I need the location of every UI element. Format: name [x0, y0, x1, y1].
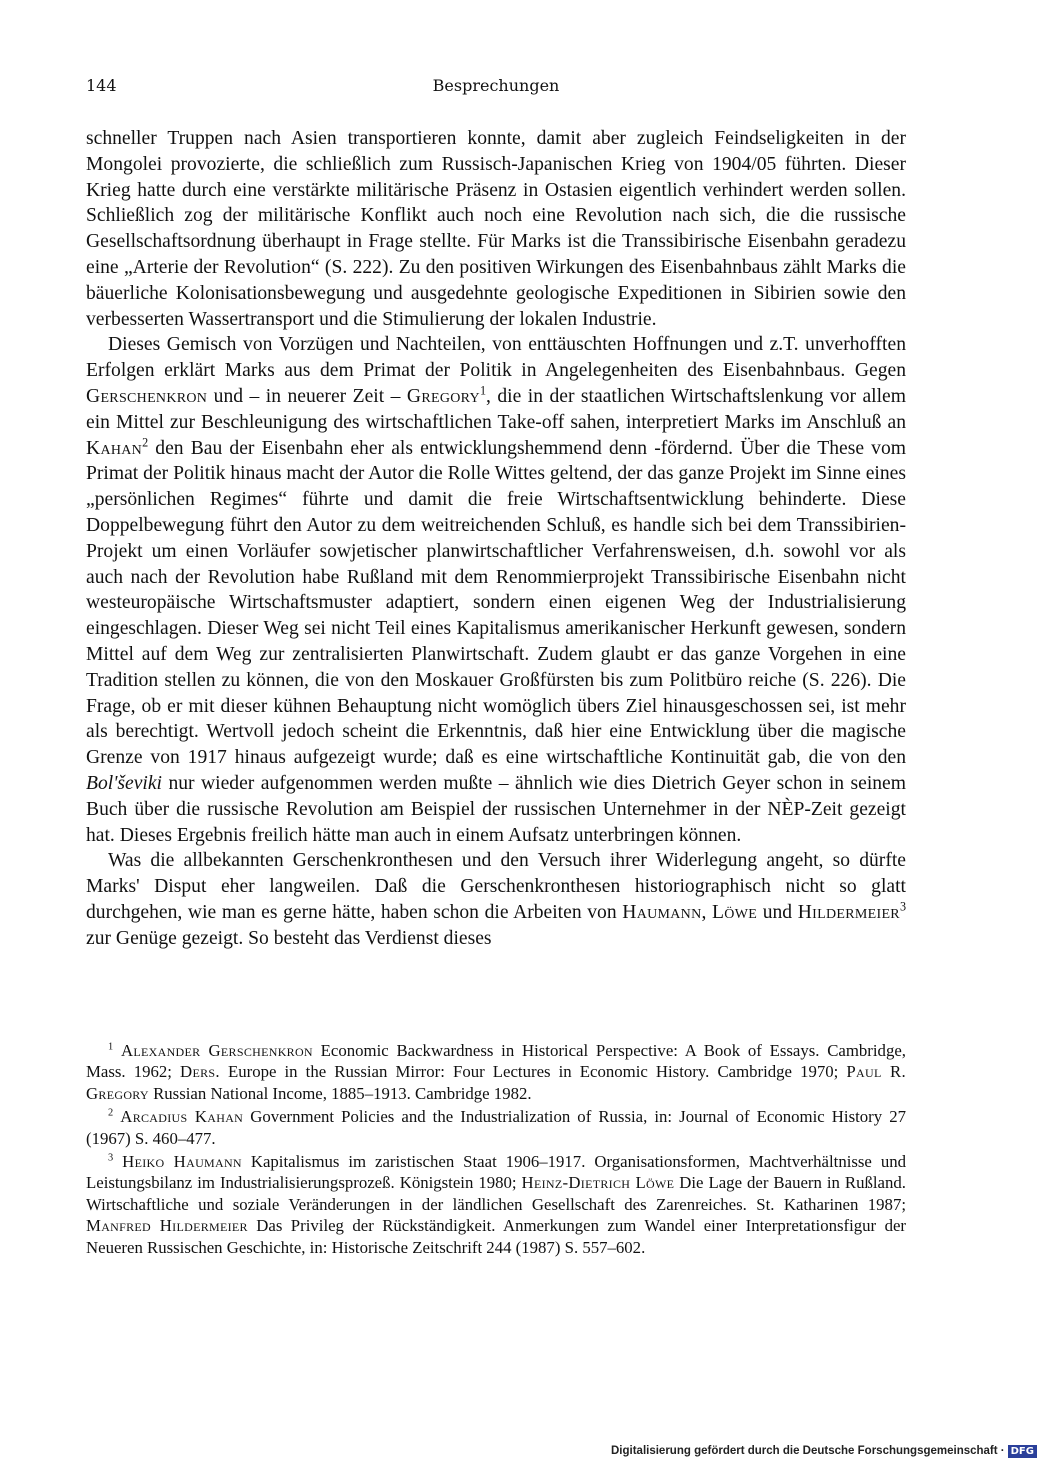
footnote-marker: 1	[479, 383, 487, 398]
author-name: Gregory	[406, 385, 480, 407]
footnote-marker: 2	[108, 1107, 114, 1119]
text-run: Government Policies and the Industrialization of Russia, in: Journal of Economic History 27 (1967) S. 460–477.	[86, 1107, 906, 1148]
dfg-logo: DFG	[1008, 1445, 1037, 1458]
text-run: Economic Backwardness in Historical Perspective: A Book of Essays. Cambridge, Mass. 1962;	[86, 1041, 906, 1082]
author-name: Löwe	[712, 901, 758, 923]
paragraph	[86, 126, 906, 332]
footnote-marker: 2	[142, 435, 149, 450]
page-number: 144	[86, 76, 117, 95]
footnote-marker: 1	[108, 1041, 114, 1053]
text-run: Das Privileg der Rückständigkeit. Anmerkungen zum Wandel einer Interpretationsfigur der Neueren Russischen Geschichte, in: Historische Zeitschrift 244 (1987) S. 557–602.	[86, 1216, 906, 1257]
author-name: Paul R. Gregory	[86, 1062, 906, 1103]
author-name: Heiko Haumann	[122, 1152, 242, 1172]
text-run	[113, 1041, 121, 1060]
text-run: , die in der staatlichen Wirtschaftslenkung vor allem ein Mittel zur Beschleunigung des wirtschaftlichen Take-off sahen, interpretiert Marks im Anschluß an	[86, 385, 906, 433]
text-run: schneller Truppen nach Asien transportieren konnte, damit aber zugleich Feindseligkeiten in der Mongolei provozierte, die schließlich zum Russisch-Japanischen Krieg von 1904/05 führten. Dieser Krieg hatte durch eine verstärkte militärische Präsenz in Ostasien eigentlich verhindert werden sollen. Schließlich zog der militärische Konflikt auch noch eine Revolution nach sich, die die russische Gesellschaftsordnung überhaupt in Frage stellte. Für Marks ist die Transsibirische Eisenbahn geradezu eine „Arterie der Revolution“ (S. 222). Zu den positiven Wirkungen des Eisenbahnbaus zählt Marks die bäuerliche Kolonisationsbewegung und ausgedehnte geologische Expeditionen in Sibirien sowie den verbesserten Wassertransport und die Stimulierung der lokalen Industrie.	[86, 128, 906, 330]
author-name: Arcadius Kahan	[120, 1107, 244, 1127]
text-run: zur Genüge gezeigt. So besteht das Verdienst dieses	[86, 927, 492, 949]
footnote	[86, 1106, 906, 1149]
author-name: Hildermeier	[797, 901, 900, 923]
text-run: und – in neuerer Zeit –	[207, 385, 407, 407]
main-text	[86, 126, 906, 952]
text-run: Die Lage der Bauern in Rußland. Wirtschaftliche und soziale Veränderungen in der ländlichen Gesellschaft des Zarenreiches. St. Katharinen 1987;	[86, 1173, 906, 1214]
author-name: Ders.	[180, 1062, 220, 1082]
digitization-footer	[611, 1443, 1034, 1459]
paragraph	[86, 848, 906, 951]
footnotes	[86, 1040, 906, 1260]
footer-text: Digitalisierung gefördert durch die Deutsche Forschungsgemeinschaft ·	[611, 1445, 1005, 1457]
author-name: Haumann	[622, 901, 702, 923]
text-run: Europe in the Russian Mirror: Four Lectures in Economic History. Cambridge 1970;	[219, 1062, 847, 1082]
text-run: Kapitalismus im zaristischen Staat 1906–1917. Organisationsformen, Machtverhältnisse und Leistungsbilanz im Industrialisierungsprozeß. Königstein 1980;	[86, 1152, 906, 1193]
author-name: Alexander Gerschenkron	[120, 1041, 313, 1060]
running-title: Besprechungen	[432, 76, 560, 95]
author-name: Heinz-Dietrich Löwe	[521, 1173, 675, 1193]
author-name: Kahan	[86, 437, 143, 459]
page-header	[86, 76, 906, 102]
author-name: Gerschenkron	[86, 385, 208, 407]
author-name: Manfred Hildermeier	[86, 1216, 248, 1236]
footnote	[86, 1040, 906, 1104]
text-run: Bol'ševiki	[86, 772, 163, 794]
text-run: den Bau der Eisenbahn eher als entwicklungshemmend denn -fördernd. Über die These vom Primat der Politik hinaus macht der Autor die Rolle Wittes geltend, der das ganze Projekt im Sinne eines „persönlichen Regimes“ führte und damit die freie Wirtschaftsentwicklung behinderte. Diese Doppelbewegung führt den Autor zu dem weitreichenden Schluß, es handle sich bei dem Transsibirien-Projekt um einen Vorläufer sowjetischer planwirtschaftlicher Verfahrensweisen, d.h. sowohl vor als auch nach der Revolution habe Rußland mit dem Renommierprojekt Transsibirische Eisenbahn nicht westeuropäische Wirtschaftsmuster adaptiert, sondern einen eigenen Weg der Industrialisierung eingeschlagen. Dieser Weg sei nicht Teil eines Kapitalismus amerikanischer Herkunft gewesen, sondern Mittel auf dem Weg zur zentralisierten Planwirtschaft. Zudem glaubt er das ganze Vorgehen in eine Tradition stellen zu können, die von den Moskauer Großfürsten bis zum Politbüro reiche (S. 226). Die Frage, ob er mit dieser kühnen Behauptung nicht womöglich übers Ziel hinausgeschossen sei, ist mehr als berechtigt. Wertvoll jedoch scheint die Erkenntnis, daß hier eine Entwicklung über die magische Grenze von 1917 hinaus aufgezeigt wurde; daß es eine wirtschaftliche Kontinuität gab, die von den	[86, 437, 906, 769]
text-run: Was die allbekannten Gerschenkronthesen und den Versuch ihrer Widerlegung angeht, so dürfte Marks' Disput eher langweilen. Daß die Gerschenkronthesen historiographisch nicht so glatt durchgehen, wie man es gerne hätte, haben schon die Arbeiten von	[86, 850, 906, 923]
text-run: Dieses Gemisch von Vorzügen und Nachteilen, von enttäuschten Hoffnungen und z.T. unverhofften Erfolgen erklärt Marks aus dem Primat der Politik in Angelegenheiten des Eisenbahnbaus. Gegen	[86, 334, 906, 382]
text-run	[113, 1152, 122, 1171]
paragraph	[86, 332, 906, 848]
text-run: Russian National Income, 1885–1913. Cambridge 1982.	[148, 1083, 532, 1103]
footnote-marker: 3	[108, 1152, 114, 1164]
text-run: ,	[701, 901, 713, 923]
footnote	[86, 1151, 906, 1258]
text-run: nur wieder aufgenommen werden mußte – ähnlich wie dies Dietrich Geyer schon in seinem Buch über die russische Revolution am Beispiel der russischen Unternehmer in der NÈP-Zeit gezeigt hat. Dieses Ergebnis freilich hätte man auch in einem Aufsatz unterbringen können.	[86, 772, 906, 846]
footnote-marker: 3	[899, 899, 907, 914]
text-run: und	[757, 901, 798, 923]
